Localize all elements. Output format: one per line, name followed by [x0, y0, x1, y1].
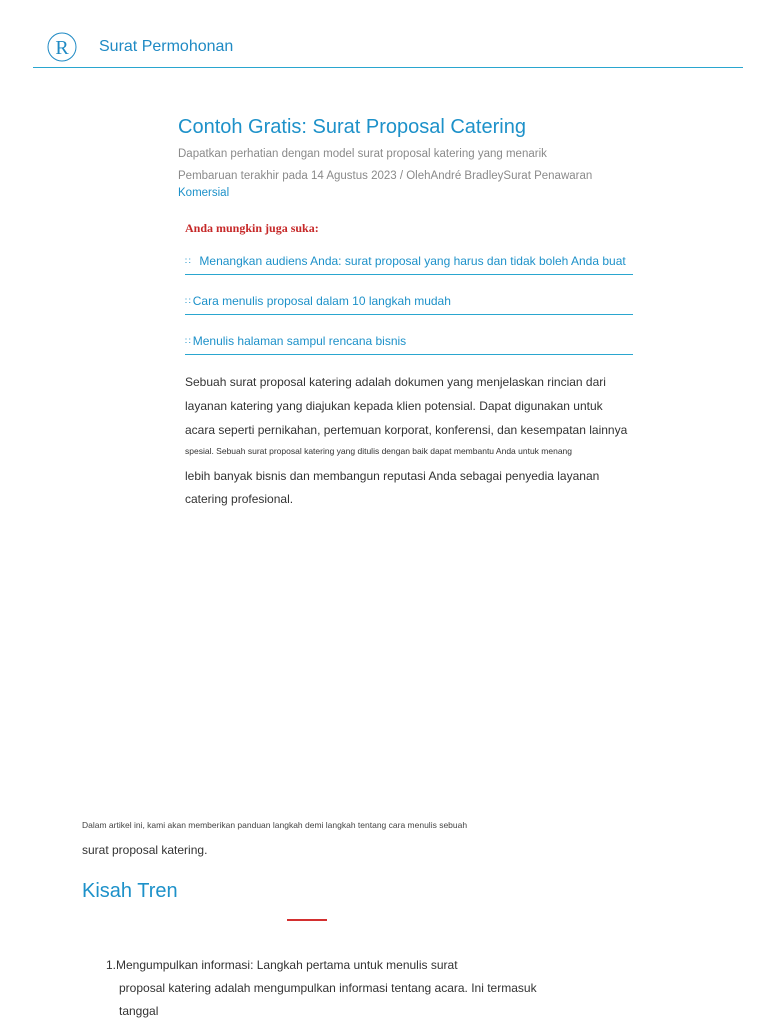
logo-letter: R	[55, 37, 69, 59]
body-line: lebih banyak bisnis dan membangun reputasi Anda sebagai penyedia layanan	[185, 469, 600, 483]
article-title: Contoh Gratis: Surat Proposal Catering	[178, 116, 526, 138]
site-header	[0, 0, 768, 69]
body-line: spesial. Sebuah surat proposal katering yang ditulis dengan baik dapat membantu Anda untuk menang	[185, 446, 573, 456]
body-line: Sebuah surat proposal katering adalah dokumen yang menjelaskan rincian dari	[185, 375, 606, 389]
header-divider	[33, 67, 743, 68]
article-meta: Pembaruan terakhir pada 14 Agustus 2023 / OlehAndré BradleySurat Penawaran	[178, 170, 593, 182]
bullet-icon: ∷	[185, 256, 191, 266]
category-link[interactable]: Komersial	[178, 187, 230, 199]
related-link-label: Cara menulis proposal dalam 10 langkah mudah	[192, 294, 451, 308]
related-heading: Anda mungkin juga suka:	[185, 221, 319, 235]
logo-icon[interactable]	[47, 31, 77, 63]
step-line: 1.Mengumpulkan informasi: Langkah pertama untuk menulis surat	[106, 958, 458, 972]
step-line: tanggal	[119, 1004, 159, 1018]
related-link-1[interactable]	[185, 254, 633, 275]
bullet-icon: ∷	[185, 336, 191, 346]
section-accent-bar	[287, 919, 327, 921]
intro-line: surat proposal katering.	[82, 843, 208, 857]
body-line: acara seperti pernikahan, pertemuan korporat, konferensi, dan kesempatan lainnya	[185, 423, 628, 437]
intro-line: Dalam artikel ini, kami akan memberikan panduan langkah demi langkah tentang cara menulis sebuah	[82, 820, 468, 830]
article-subtitle: Dapatkan perhatian dengan model surat proposal katering yang menarik	[178, 148, 547, 160]
related-link-label: Menulis halaman sampul rencana bisnis	[192, 334, 407, 348]
body-line: catering profesional.	[185, 492, 294, 506]
related-link-2[interactable]	[185, 294, 633, 315]
related-link-3[interactable]	[185, 334, 633, 355]
step-line: proposal katering adalah mengumpulkan informasi tentang acara. Ini termasuk	[119, 981, 537, 995]
section-title: Kisah Tren	[82, 880, 178, 902]
related-link-label: Menangkan audiens Anda: surat proposal yang harus dan tidak boleh Anda buat	[192, 254, 626, 268]
site-title[interactable]: Surat Permohonan	[99, 38, 234, 55]
body-line: layanan katering yang diajukan kepada klien potensial. Dapat digunakan untuk	[185, 399, 603, 413]
bullet-icon: ∷	[185, 296, 191, 306]
